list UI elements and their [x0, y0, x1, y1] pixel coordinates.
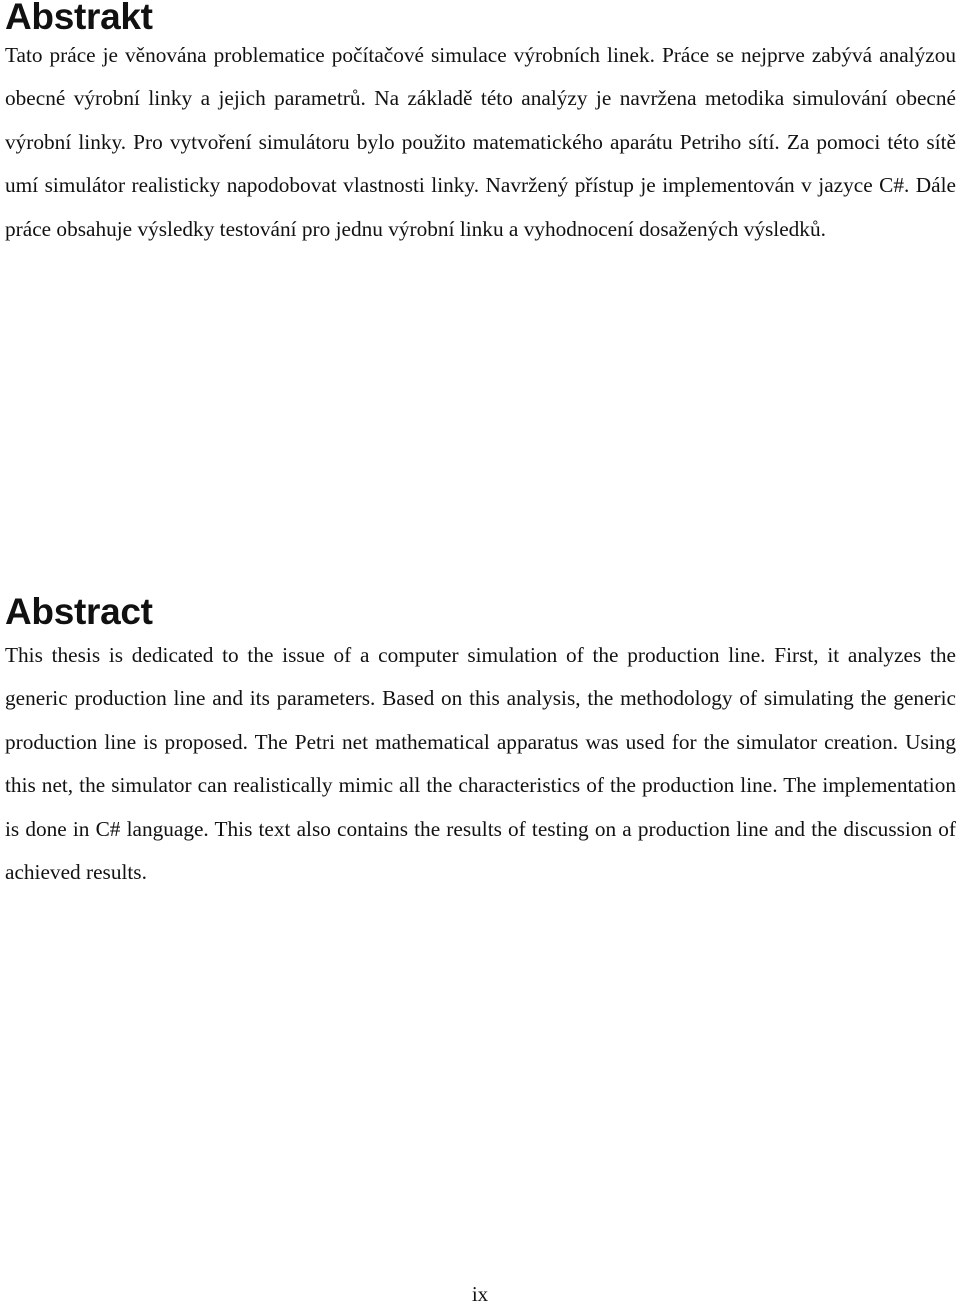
- section-heading-abstract: Abstract: [5, 591, 153, 632]
- section-heading-abstrakt: Abstrakt: [5, 0, 153, 37]
- page-number-footer: [0, 1280, 960, 1308]
- page-number: ix: [471, 1282, 489, 1306]
- abstrakt-paragraph: Tato práce je věnována problematice počítačové simulace výrobních linek. Práce se nejprve zabývá analýzou obecné výrobní linky a jejich parametrů. Na základě této analýzy je navržena metodika simulování obecné výrobní linky. Pro vytvoření simulátoru bylo použito matematického aparátu Petriho sítí. Za pomoci této sítě umí simulátor realisticky napodobovat vlastnosti linky. Navržený přístup je implementován v jazyce C#. Dále práce obsahuje výsledky testování pro jednu výrobní linku a vyhodnocení dosažených výsledků.: [5, 43, 956, 241]
- abstract-paragraph: This thesis is dedicated to the issue of a computer simulation of the production line. First, it analyzes the generic production line and its parameters. Based on this analysis, the methodology of simulating the generic production line is proposed. The Petri net mathematical apparatus was used for the simulator creation. Using this net, the simulator can realistically mimic all the characteristics of the production line. The implementation is done in C# language. This text also contains the results of testing on a production line and the discussion of achieved results.: [5, 643, 956, 885]
